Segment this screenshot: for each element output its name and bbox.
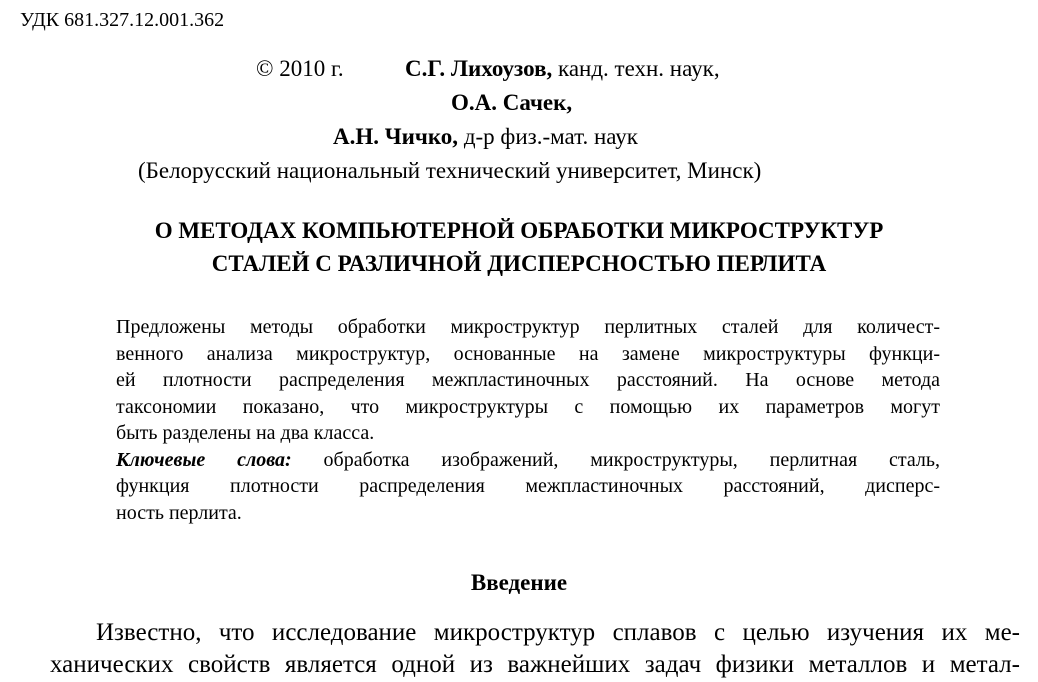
author-3-name-group: [333, 120, 638, 154]
title-line-2: СТАЛЕЙ С РАЗЛИЧНОЙ ДИСПЕРСНОСТЬЮ ПЕРЛИТА: [211, 251, 827, 276]
title-line-1: О МЕТОДАХ КОМПЬЮТЕРНОЙ ОБРАБОТКИ МИКРОСТРУКТУР: [154, 218, 884, 243]
body-line: ханических свойств является одной из важнейших задач физики металлов и метал-: [50, 651, 1020, 678]
author-2-name: О.А. Сачек,: [451, 90, 573, 115]
abstract-line: быть разделены на два класса.: [116, 422, 375, 444]
author-line-4: [0, 154, 1038, 188]
author-line-2: [0, 86, 1038, 120]
abstract-line: венного анализа микроструктур, основанные на замене микроструктуры функци-: [116, 342, 940, 365]
body-line: Известно, что исследование микроструктур сплавов с целью изучения их ме-: [96, 619, 1020, 646]
author-block: [0, 52, 1038, 188]
keywords-line-2: функция плотности распределения межпластиночных расстояний, дисперс-: [116, 475, 940, 497]
keywords-text-1: обработка изображений, микроструктуры, перлитная сталь,: [323, 448, 941, 471]
abstract: [116, 314, 940, 526]
author-3-name: А.Н. Чичко,: [333, 124, 459, 149]
keywords-line-3: ность перлита.: [116, 501, 242, 524]
author-3-degree: д-р физ.-мат. наук: [463, 124, 638, 149]
section-heading: Введение: [470, 570, 568, 595]
author-line-3: [0, 120, 1038, 154]
keywords-label: Ключевые слова:: [116, 448, 292, 471]
udk-code: УДК 681.327.12.001.362: [20, 9, 225, 31]
body-paragraph: [50, 617, 1020, 681]
author-1-name: С.Г. Лихоузов,: [405, 56, 553, 81]
keywords-line-1: [116, 447, 940, 474]
affiliation: (Белорусский национальный технический университет, Минск): [138, 158, 762, 183]
abstract-line: Предложены методы обработки микроструктур перлитных сталей для количест-: [116, 316, 940, 338]
copyright-year: © 2010 г.: [256, 56, 344, 81]
abstract-line: ей плотности распределения межпластиночных расстояний. На основе метода: [116, 369, 940, 391]
author-1-degree: канд. техн. наук,: [558, 56, 720, 81]
author-line-1: [0, 52, 1038, 86]
abstract-line: таксономии показано, что микроструктуры с помощью их параметров могут: [116, 395, 940, 418]
paper-title: [0, 214, 1038, 280]
author-1-name-group: [405, 52, 720, 86]
